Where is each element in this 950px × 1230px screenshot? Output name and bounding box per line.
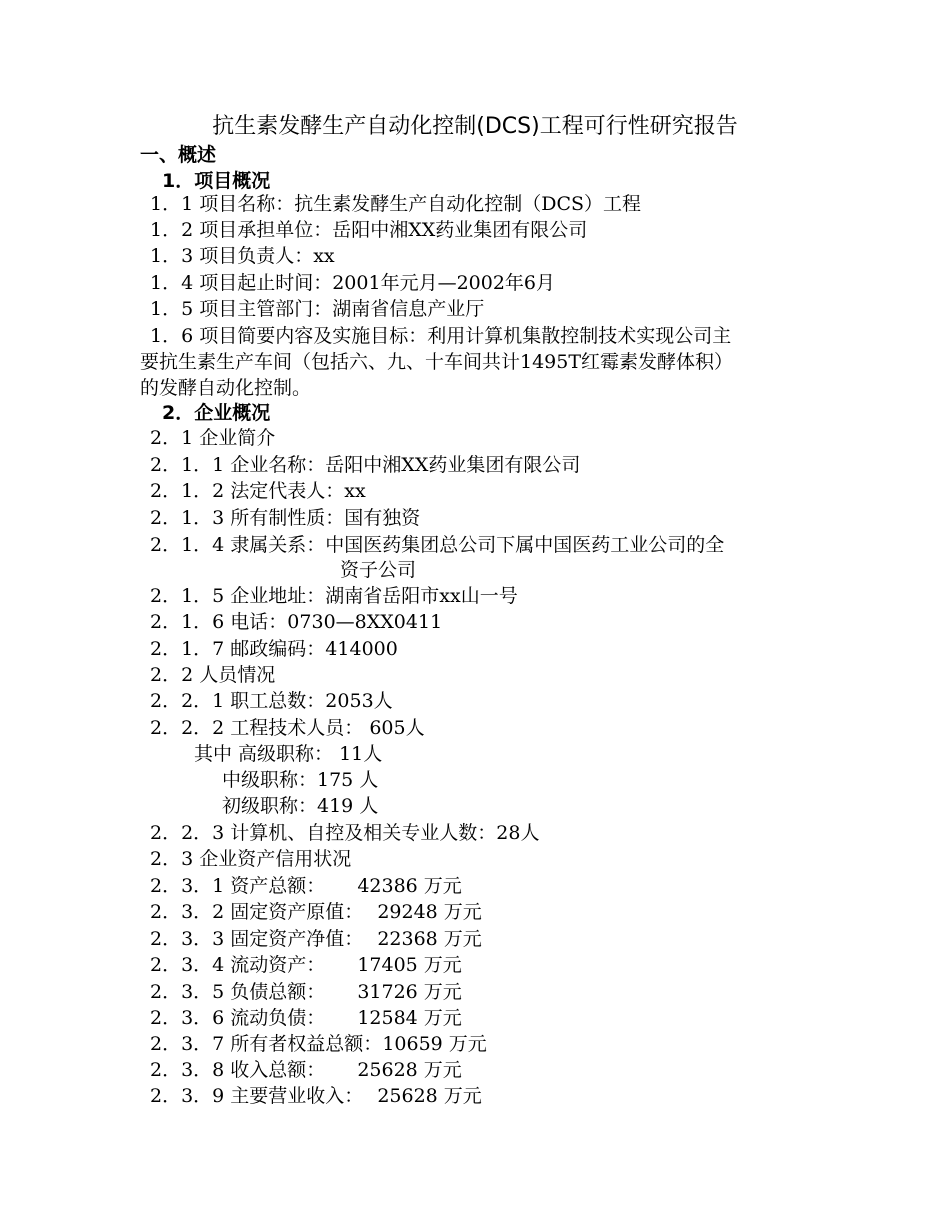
asset-value: 29248 万元 [377,901,482,923]
asset-label: 2．3．2 固定资产原值： [150,901,364,923]
asset-label: 2．3．9 主要营业收入： [150,1085,364,1107]
enterprise-intro-heading: 2．1 企业简介 [150,427,276,449]
staff-heading: 2．2 人员情况 [150,664,276,686]
project-goal-line: 要抗生素生产车间（包括六、九、十车间共计1495T红霉素发酵体积） [140,351,734,373]
asset-row [150,952,462,978]
asset-value: 25628 万元 [377,1085,482,1107]
enterprise-item-address: 2．1．5 企业地址：湖南省岳阳市xx山一号 [150,585,518,607]
enterprise-item-ownership: 2．1．3 所有制性质：国有独资 [150,507,421,529]
asset-label: 2．3．3 固定资产净值： [150,928,364,950]
asset-row [150,873,462,899]
asset-row [150,1031,487,1057]
asset-value: 17405 万元 [357,954,462,976]
project-item-period: 1．4 项目起止时间：2001年元月—2002年6月 [150,272,556,294]
asset-label: 2．3．7 所有者权益总额： [150,1033,383,1055]
enterprise-item-affiliation-cont: 资子公司 [340,559,417,581]
enterprise-item-phone: 2．1．6 电话：0730—8XX0411 [150,611,443,633]
staff-item-it: 2．2．3 计算机、自控及相关专业人数：28人 [150,822,540,844]
project-item-unit: 1．2 项目承担单位：岳阳中湘XX药业集团有限公司 [150,219,588,241]
project-item-leader: 1．3 项目负责人：xx [150,245,335,267]
asset-value: 25628 万元 [357,1059,462,1081]
section-heading-overview: 一、概述 [140,144,217,166]
asset-row [150,1083,482,1109]
enterprise-item-representative: 2．1．2 法定代表人：xx [150,480,366,502]
document-title: 抗生素发酵生产自动化控制(DCS)工程可行性研究报告 [212,114,738,139]
subsection-heading-project: 1．项目概况 [162,170,271,192]
assets-heading: 2．3 企业资产信用状况 [150,848,352,870]
asset-row [150,1005,462,1031]
enterprise-item-postcode: 2．1．7 邮政编码：414000 [150,638,398,660]
staff-item-total: 2．2．1 职工总数：2053人 [150,690,393,712]
asset-row [150,1057,462,1083]
asset-row [150,899,482,925]
asset-value: 31726 万元 [357,981,462,1003]
asset-row [150,979,462,1005]
project-item-name: 1．1 项目名称：抗生素发酵生产自动化控制（DCS）工程 [150,193,642,215]
subsection-heading-enterprise: 2．企业概况 [162,402,271,424]
asset-label: 2．3．8 收入总额： [150,1059,326,1081]
project-goal-line: 的发酵自动化控制。 [140,377,312,399]
asset-value: 10659 万元 [382,1033,487,1055]
project-item-authority: 1．5 项目主管部门：湖南省信息产业厅 [150,298,485,320]
asset-label: 2．3．1 资产总额： [150,875,326,897]
staff-item-engineers: 2．2．2 工程技术人员： 605人 [150,717,425,739]
project-goal-line: 1．6 项目简要内容及实施目标：利用计算机集散控制技术实现公司主 [150,325,732,347]
staff-item-middle: 中级职称：175 人 [222,769,379,791]
enterprise-item-affiliation: 2．1．4 隶属关系：中国医药集团总公司下属中国医药工业公司的全 [150,534,725,556]
staff-item-senior: 其中 高级职称： 11人 [194,743,383,765]
asset-label: 2．3．5 负债总额： [150,981,326,1003]
asset-row [150,926,482,952]
asset-value: 12584 万元 [357,1007,462,1029]
enterprise-item-name: 2．1．1 企业名称：岳阳中湘XX药业集团有限公司 [150,454,581,476]
asset-value: 42386 万元 [357,875,462,897]
asset-label: 2．3．4 流动资产： [150,954,326,976]
asset-value: 22368 万元 [377,928,482,950]
asset-label: 2．3．6 流动负债： [150,1007,326,1029]
staff-item-junior: 初级职称：419 人 [222,795,379,817]
